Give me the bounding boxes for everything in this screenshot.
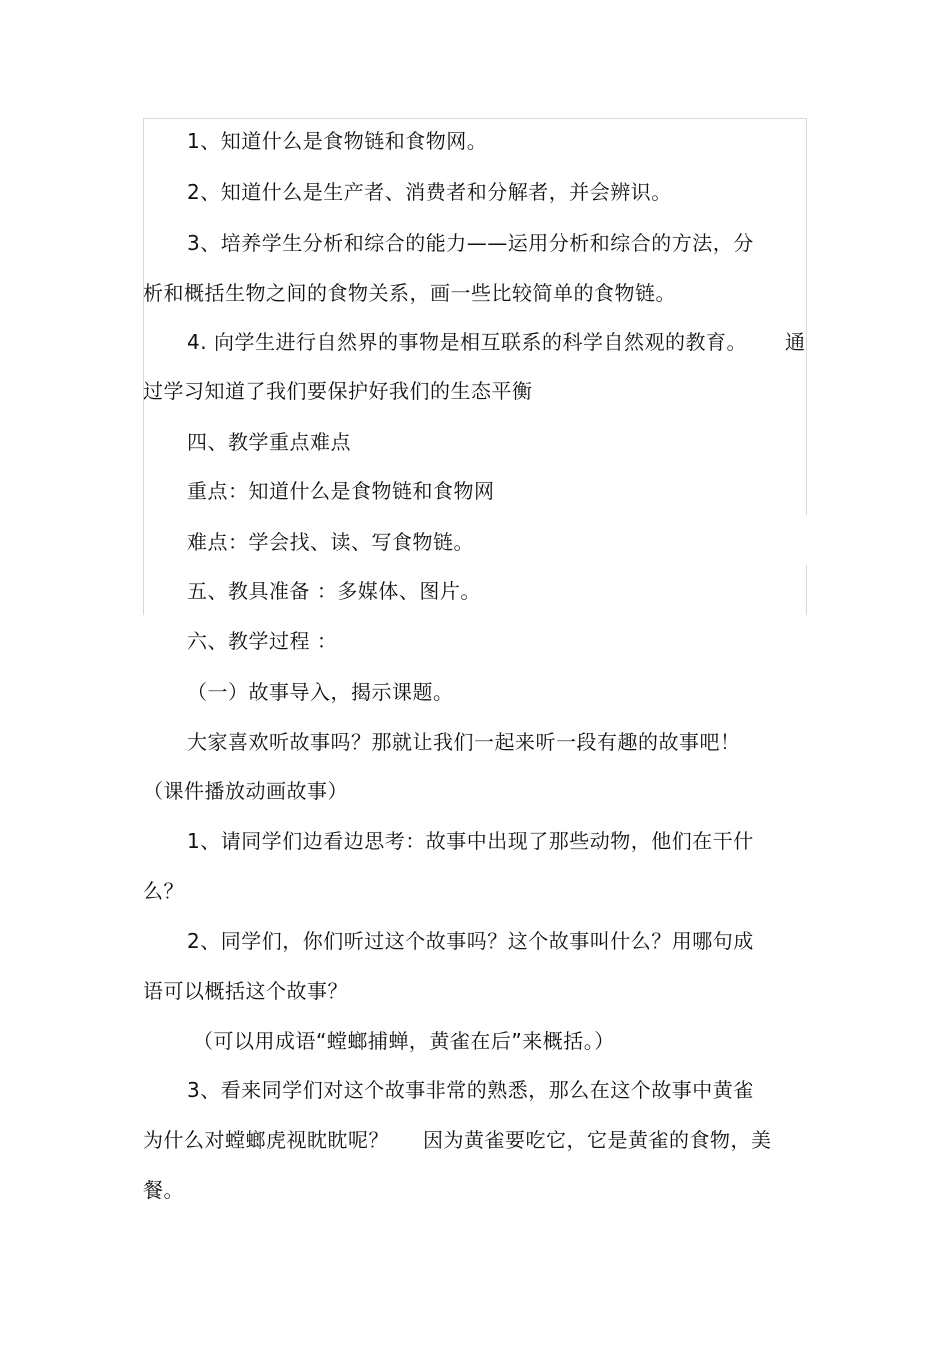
table-border-right-lower bbox=[806, 565, 807, 615]
paragraph-line: 通 bbox=[785, 330, 806, 354]
paragraph-line: 4. 向学生进行自然界的事物是相互联系的科学自然观的教育。 bbox=[187, 330, 747, 354]
paragraph-line: 3、看来同学们对这个故事非常的熟悉，那么在这个故事中黄雀 bbox=[187, 1078, 754, 1102]
paragraph-line: 2、知道什么是生产者、消费者和分解者，并会辨识。 bbox=[187, 180, 672, 204]
paragraph-line: （可以用成语“螳螂捕蝉，黄雀在后”来概括。） bbox=[193, 1029, 615, 1053]
paragraph-line: 析和概括生物之间的食物关系，画一些比较简单的食物链。 bbox=[143, 281, 676, 305]
table-border-top bbox=[143, 118, 807, 119]
paragraph-line: 因为黄雀要吃它，它是黄雀的食物，美 bbox=[423, 1128, 772, 1152]
paragraph-line: 餐。 bbox=[143, 1178, 184, 1202]
section-heading: 六、教学过程 ： bbox=[187, 629, 338, 653]
paragraph-line: 3、培养学生分析和综合的能力——运用分析和综合的方法，分 bbox=[187, 231, 754, 255]
table-border-right-upper bbox=[806, 118, 807, 515]
table-border-left bbox=[143, 118, 144, 615]
paragraph-line: 为什么对螳螂虎视眈眈呢？ bbox=[143, 1128, 389, 1152]
paragraph-line: 过学习知道了我们要保护好我们的生态平衡 bbox=[143, 379, 533, 403]
paragraph-line: 大家喜欢听故事吗？那就让我们一起来听一段有趣的故事吧！ bbox=[187, 730, 741, 754]
paragraph-line: （课件播放动画故事） bbox=[143, 779, 348, 803]
paragraph-line: 么？ bbox=[143, 879, 184, 903]
paragraph-line: 2、同学们，你们听过这个故事吗？这个故事叫什么？用哪句成 bbox=[187, 929, 754, 953]
paragraph-line: 难点：学会找、读、写食物链。 bbox=[187, 530, 474, 554]
paragraph-line: 1、知道什么是食物链和食物网。 bbox=[187, 129, 488, 153]
paragraph-line: 重点：知道什么是食物链和食物网 bbox=[187, 479, 495, 503]
sub-heading: （一）故事导入，揭示课题。 bbox=[187, 680, 454, 704]
section-heading: 四、教学重点难点 bbox=[187, 430, 351, 454]
paragraph-line: 1、请同学们边看边思考：故事中出现了那些动物，他们在干什 bbox=[187, 829, 754, 853]
section-heading: 五、教具准备 ：多媒体、图片。 bbox=[187, 579, 481, 603]
paragraph-line: 语可以概括这个故事？ bbox=[143, 979, 348, 1003]
